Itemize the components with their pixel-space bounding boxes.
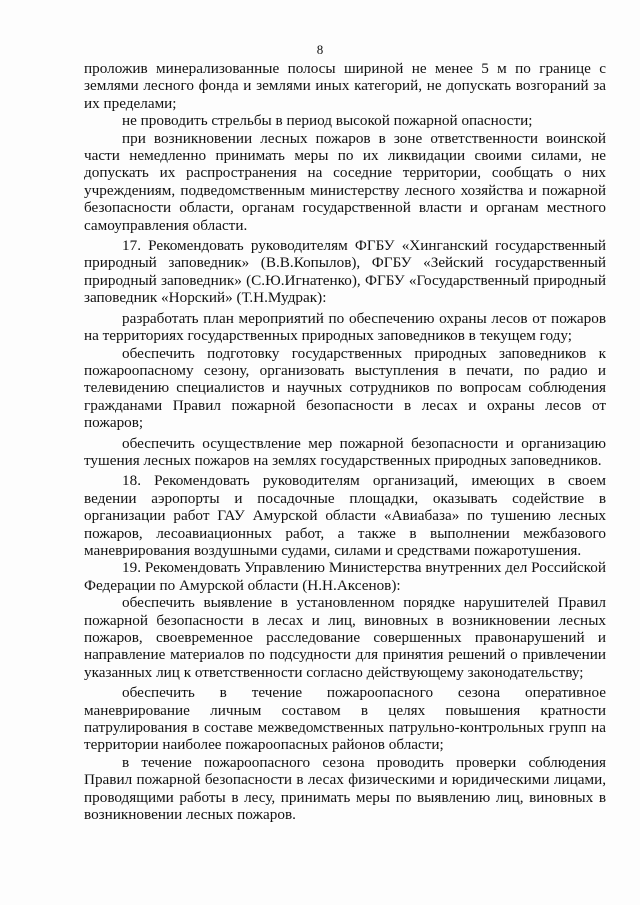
- paragraph-item-17: 17. Рекомендовать руководителям ФГБУ «Хинганский государственный природный заповедник» (В.В.Копылов), ФГБУ «Зейский государственный природный заповедник» (С.Ю.Игнатенко), ФГБУ «Государственный природный заповедник «Норский» (Т.Н.Мудрак):: [84, 237, 606, 307]
- paragraph-item-18: 18. Рекомендовать руководителям организаций, имеющих в своем ведении аэропорты и посадочные площадки, оказывать содействие в организации работ ГАУ Амурской области «Авиабаза» по тушению лесных пожаров, лесоавиационных работ, а также в выполнении межбазового маневрирования воздушными судами, силами и средствами пожаротушения.: [84, 472, 606, 559]
- paragraph-item-19: 19. Рекомендовать Управлению Министерства внутренних дел Российской Федерации по Амурской области (Н.Н.Аксенов):: [84, 559, 606, 594]
- paragraph-violators-identification: обеспечить выявление в установленном порядке нарушителей Правил пожарной безопасности в лесах и лиц, виновных в возникновении лесных пожаров, своевременное расследование совершенных правонарушений и направление материалов по подсудности для принятия решений о привлечении указанных лиц к ответственности согласно действующему законодательству;: [84, 594, 606, 681]
- page-number: 8: [316, 42, 324, 57]
- paragraph-patrol-maneuvering: обеспечить в течение пожароопасного сезона оперативное маневрирование личным составом в целях повышения кратности патрулирования в составе межведомственных патрульно-контрольных групп на территории наиболее пожароопасных районов области;: [84, 684, 606, 754]
- document-body: [84, 60, 606, 823]
- paragraph-compliance-checks: в течение пожароопасного сезона проводить проверки соблюдения Правил пожарной безопасности в лесах физическими и юридическими лицами, проводящими работы в лесу, принимать меры по выявлению лиц, виновных в возникновении лесных пожаров.: [84, 753, 606, 824]
- paragraph-reserve-fire-safety: обеспечить осуществление мер пожарной безопасности и организацию тушения лесных пожаров на землях государственных природных заповедников.: [84, 434, 606, 469]
- paragraph-no-shooting: не проводить стрельбы в период высокой пожарной опасности;: [122, 112, 533, 130]
- paragraph-reserve-preparation: обеспечить подготовку государственных природных заповедников к пожароопасному сезону, организовать выступления в печати, по радио и телевидению специалистов и научных сотрудников по вопросам соблюдения гражданами Правил пожарной безопасности в лесах и охраны лесов от пожаров;: [84, 344, 606, 432]
- paragraph-reserve-fire-plan: разработать план мероприятий по обеспечению охраны лесов от пожаров на территориях государственных природных заповедников в текущем году;: [84, 309, 606, 345]
- paragraph-firebreak-strips: проложив минерализованные полосы шириной не менее 5 м по границе с землями лесного фонда и землями иных категорий, не допускать возгораний за их пределами;: [84, 60, 606, 112]
- paragraph-military-fire-response: при возникновении лесных пожаров в зоне ответственности воинской части немедленно принимать меры по их ликвидации своими силами, не допускать их распространения на соседние территории, сообщать о них учреждениям, подведомственным министерству лесного хозяйства и пожарной безопасности области, органам государственной власти и органам местного самоуправления области.: [84, 129, 606, 234]
